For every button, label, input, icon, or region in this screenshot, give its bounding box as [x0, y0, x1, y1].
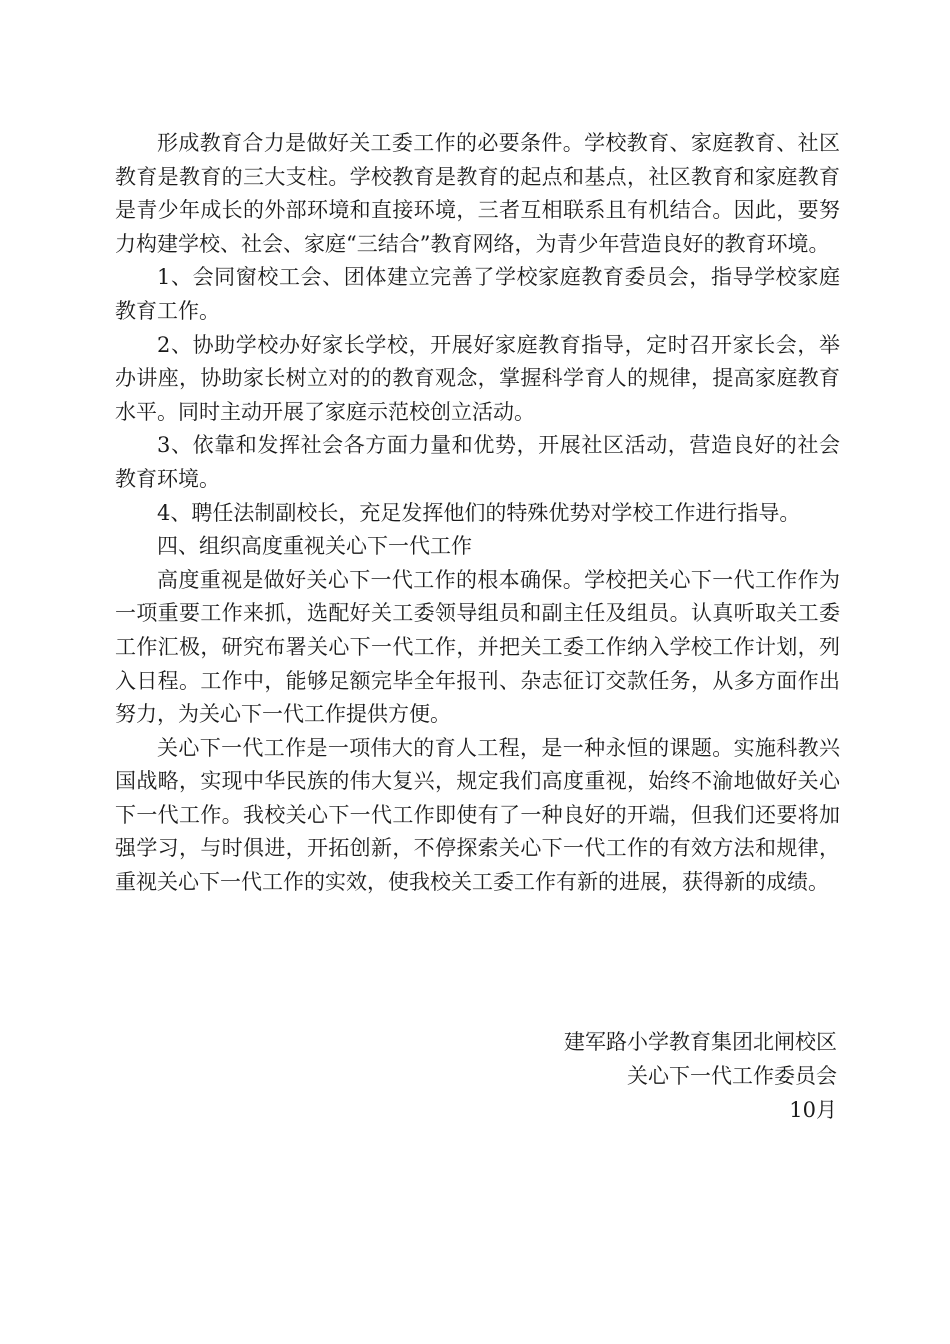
paragraph-high-priority: 高度重视是做好关心下一代工作的根本确保。学校把关心下一代工作作为一项重要工作来抓，选配好关工委领导组员和副主任及组员。认真听取关工委工作汇极，研究布署关心下一代工作，并把关工委工作纳入学校工作计划，列入日程。工作中，能够足额完毕全年报刊、杂志征订交款任务，从多方面作出努力，为关心下一代工作提供方便。: [115, 567, 840, 727]
signature-organization: 建军路小学教育集团北闸校区: [564, 1030, 837, 1054]
signature-date: 10月: [789, 1098, 837, 1122]
document-body: [115, 127, 840, 900]
paragraph-item-3: 3、依靠和发挥社会各方面力量和优势，开展社区活动，营造良好的社会教育环境。: [115, 433, 840, 491]
paragraph-item-4: 4、聘任法制副校长，充足发挥他们的特殊优势对学校工作进行指导。: [157, 500, 801, 525]
signature-committee: 关心下一代工作委员会: [627, 1064, 837, 1088]
section-heading-4: 四、组织高度重视关心下一代工作: [157, 534, 472, 559]
signature-block: [564, 1025, 837, 1127]
paragraph-education-synergy: 形成教育合力是做好关工委工作的必要条件。学校教育、家庭教育、社区教育是教育的三大支柱。学校教育是教育的起点和基点，社区教育和家庭教育是青少年成长的外部环境和直接环境，三者互相联系且有机结合。因此，要努力构建学校、社会、家庭“三结合”教育网络，为青少年营造良好的教育环境。: [115, 131, 840, 256]
paragraph-conclusion: 关心下一代工作是一项伟大的育人工程，是一种永恒的课题。实施科教兴国战略，实现中华民族的伟大复兴，规定我们高度重视，始终不渝地做好关心下一代工作。我校关心下一代工作即使有了一种良好的开端，但我们还要将加强学习，与时俱进，开拓创新，不停探索关心下一代工作的有效方法和规律，重视关心下一代工作的实效，使我校关工委工作有新的进展，获得新的成绩。: [115, 735, 840, 895]
paragraph-item-1: 1、会同窗校工会、团体建立完善了学校家庭教育委员会，指导学校家庭教育工作。: [115, 265, 840, 323]
paragraph-item-2: 2、协助学校办好家长学校，开展好家庭教育指导，定时召开家长会，举办讲座，协助家长树立对的的教育观念，掌握科学育人的规律，提高家庭教育水平。同时主动开展了家庭示范校创立活动。: [115, 332, 840, 424]
